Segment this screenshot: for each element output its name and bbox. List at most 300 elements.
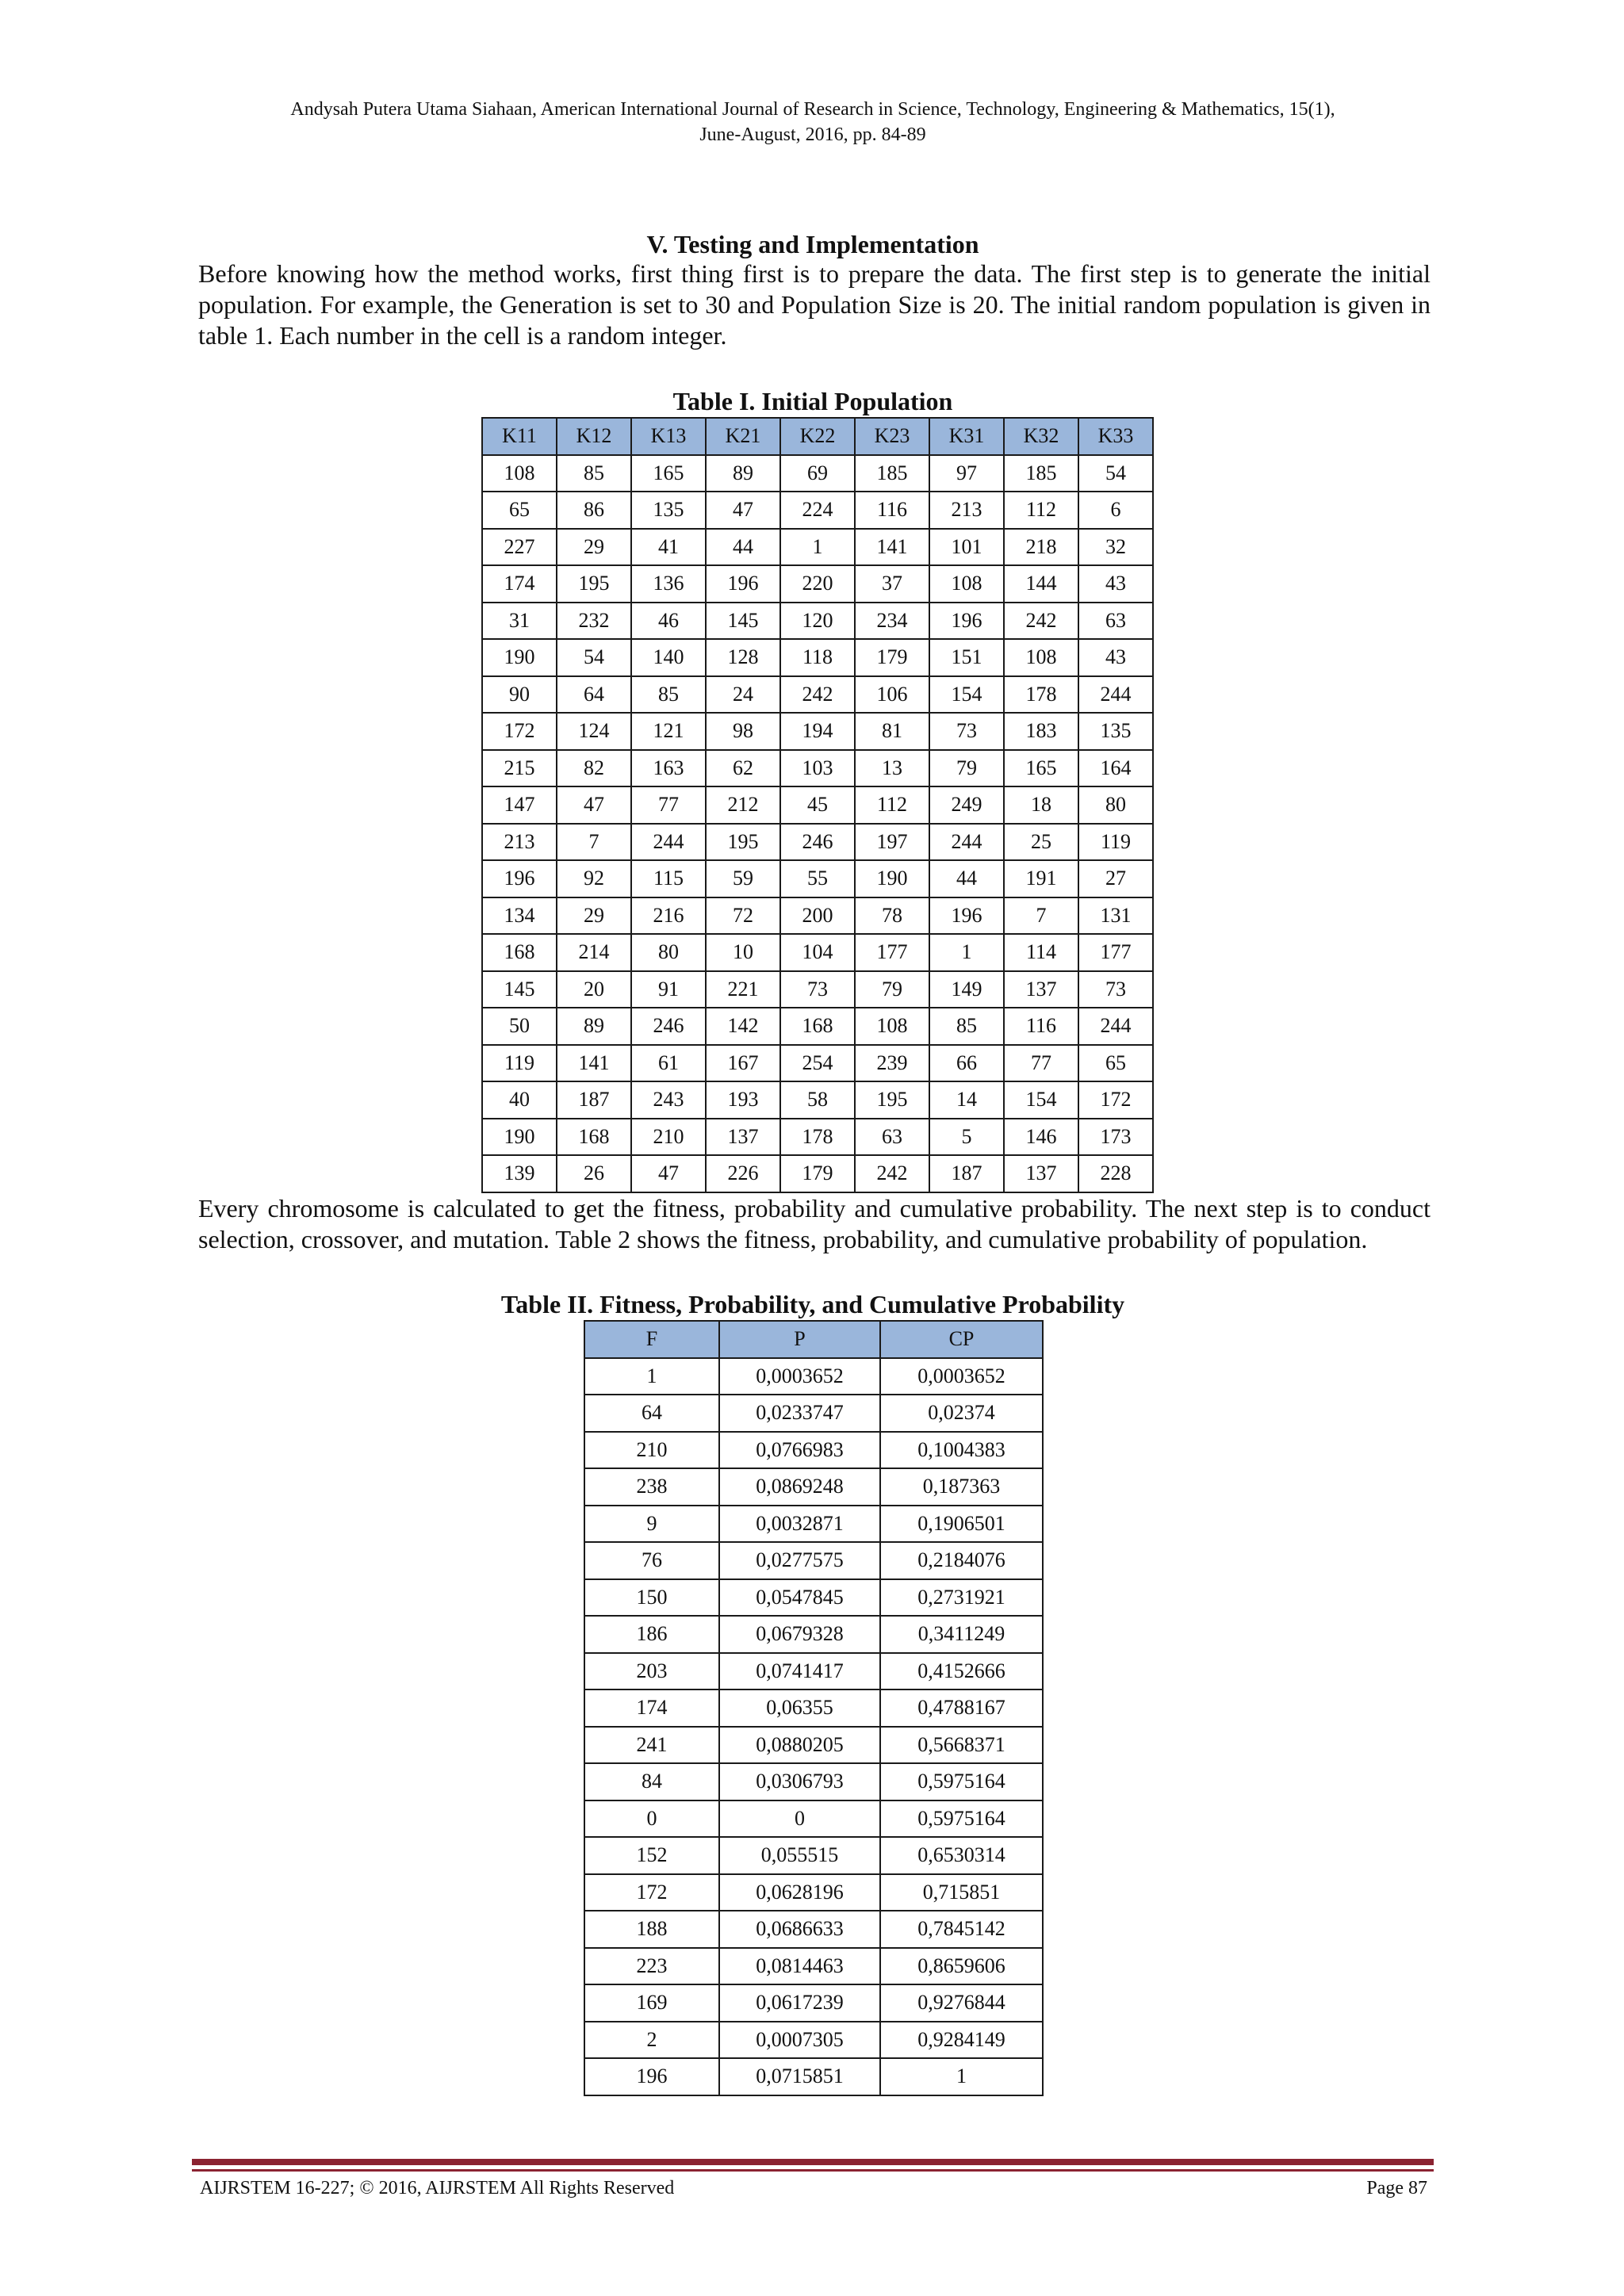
footer-rule-thin bbox=[192, 2169, 1434, 2172]
table-cell: 54 bbox=[1078, 455, 1153, 492]
paragraph-intro: Before knowing how the method works, first thing first is to prepare the data. The first step is to generate the initial population. For example, the Generation is set to 30 and Population Size is 20. The initial random population is given in table 1. Each number in the cell is a random integer. bbox=[198, 259, 1431, 350]
table-cell: 213 bbox=[482, 824, 557, 861]
table-cell: 168 bbox=[482, 934, 557, 971]
table-cell: 244 bbox=[1078, 1008, 1153, 1045]
table-cell: 18 bbox=[1004, 786, 1078, 824]
table-cell: 40 bbox=[482, 1081, 557, 1119]
table-cell: 54 bbox=[557, 639, 631, 676]
table-cell: 141 bbox=[557, 1045, 631, 1082]
table-cell: 115 bbox=[631, 860, 706, 897]
table-cell: 0,4788167 bbox=[880, 1689, 1043, 1727]
table-cell: 0,055515 bbox=[719, 1837, 880, 1874]
table-cell: 145 bbox=[706, 603, 780, 640]
table-row bbox=[482, 934, 1153, 971]
table-cell: 0,0880205 bbox=[719, 1727, 880, 1764]
table-cell: 194 bbox=[780, 713, 855, 750]
table-row bbox=[482, 897, 1153, 935]
table-cell: 186 bbox=[584, 1616, 719, 1653]
table-cell: 0 bbox=[584, 1800, 719, 1838]
table-cell: 0,4152666 bbox=[880, 1653, 1043, 1690]
table-cell: 224 bbox=[780, 492, 855, 529]
table-cell: 2 bbox=[584, 2022, 719, 2059]
table-cell: 85 bbox=[631, 676, 706, 714]
table-cell: 228 bbox=[1078, 1155, 1153, 1192]
table-row bbox=[584, 1653, 1043, 1690]
table-cell: 32 bbox=[1078, 529, 1153, 566]
table-cell: 0,0003652 bbox=[719, 1358, 880, 1395]
table-cell: 124 bbox=[557, 713, 631, 750]
table-cell: 47 bbox=[631, 1155, 706, 1192]
table-cell: 164 bbox=[1078, 750, 1153, 787]
table-cell: 178 bbox=[1004, 676, 1078, 714]
table-cell: 0,0306793 bbox=[719, 1763, 880, 1800]
table1-body bbox=[482, 455, 1153, 1192]
table-cell: 29 bbox=[557, 897, 631, 935]
table-cell: 200 bbox=[780, 897, 855, 935]
column-header: K21 bbox=[706, 418, 780, 455]
table-cell: 0,6530314 bbox=[880, 1837, 1043, 1874]
initial-population-table bbox=[481, 417, 1154, 1193]
table-cell: 190 bbox=[482, 1119, 557, 1156]
table-row bbox=[584, 1542, 1043, 1579]
footer-rule-thick bbox=[192, 2159, 1434, 2165]
table-cell: 47 bbox=[557, 786, 631, 824]
table-cell: 187 bbox=[557, 1081, 631, 1119]
table-cell: 7 bbox=[1004, 897, 1078, 935]
table-cell: 172 bbox=[1078, 1081, 1153, 1119]
table-cell: 108 bbox=[1004, 639, 1078, 676]
fitness-probability-table bbox=[584, 1320, 1044, 2096]
table-cell: 50 bbox=[482, 1008, 557, 1045]
table-cell: 152 bbox=[584, 1837, 719, 1874]
table-cell: 0,715851 bbox=[880, 1874, 1043, 1911]
table-cell: 0,0628196 bbox=[719, 1874, 880, 1911]
table-cell: 91 bbox=[631, 971, 706, 1008]
table-cell: 0,0686633 bbox=[719, 1911, 880, 1948]
table-row bbox=[482, 455, 1153, 492]
table-cell: 0,0233747 bbox=[719, 1395, 880, 1432]
table-cell: 220 bbox=[780, 565, 855, 603]
table-cell: 63 bbox=[855, 1119, 929, 1156]
table-cell: 116 bbox=[1004, 1008, 1078, 1045]
table-cell: 173 bbox=[1078, 1119, 1153, 1156]
column-header: K22 bbox=[780, 418, 855, 455]
table-cell: 120 bbox=[780, 603, 855, 640]
table-cell: 246 bbox=[631, 1008, 706, 1045]
table-cell: 134 bbox=[482, 897, 557, 935]
table-cell: 13 bbox=[855, 750, 929, 787]
table-cell: 149 bbox=[929, 971, 1004, 1008]
table-row bbox=[482, 786, 1153, 824]
table-cell: 0,5975164 bbox=[880, 1800, 1043, 1838]
table-cell: 116 bbox=[855, 492, 929, 529]
table-cell: 195 bbox=[557, 565, 631, 603]
table-cell: 121 bbox=[631, 713, 706, 750]
table-row bbox=[482, 824, 1153, 861]
table-cell: 119 bbox=[1078, 824, 1153, 861]
table-cell: 249 bbox=[929, 786, 1004, 824]
table-cell: 77 bbox=[631, 786, 706, 824]
running-header-line2: June-August, 2016, pp. 84-89 bbox=[699, 124, 926, 145]
table-cell: 154 bbox=[929, 676, 1004, 714]
table-cell: 163 bbox=[631, 750, 706, 787]
table-cell: 239 bbox=[855, 1045, 929, 1082]
table-cell: 168 bbox=[557, 1119, 631, 1156]
table-cell: 187 bbox=[929, 1155, 1004, 1192]
table-cell: 14 bbox=[929, 1081, 1004, 1119]
table-cell: 97 bbox=[929, 455, 1004, 492]
table-cell: 104 bbox=[780, 934, 855, 971]
table-cell: 9 bbox=[584, 1506, 719, 1543]
table-cell: 65 bbox=[482, 492, 557, 529]
table-cell: 24 bbox=[706, 676, 780, 714]
table-cell: 196 bbox=[482, 860, 557, 897]
table-cell: 58 bbox=[780, 1081, 855, 1119]
table-cell: 0,0003652 bbox=[880, 1358, 1043, 1395]
table-cell: 80 bbox=[1078, 786, 1153, 824]
table-row bbox=[584, 1984, 1043, 2022]
table-cell: 10 bbox=[706, 934, 780, 971]
column-header: K23 bbox=[855, 418, 929, 455]
table-cell: 128 bbox=[706, 639, 780, 676]
table-cell: 227 bbox=[482, 529, 557, 566]
table-row bbox=[482, 492, 1153, 529]
table-cell: 242 bbox=[780, 676, 855, 714]
table-cell: 167 bbox=[706, 1045, 780, 1082]
table-cell: 215 bbox=[482, 750, 557, 787]
table-cell: 0,2731921 bbox=[880, 1579, 1043, 1617]
table-cell: 0,1004383 bbox=[880, 1432, 1043, 1469]
table-row bbox=[482, 529, 1153, 566]
table-cell: 214 bbox=[557, 934, 631, 971]
table-cell: 0,9284149 bbox=[880, 2022, 1043, 2059]
table-cell: 196 bbox=[584, 2058, 719, 2095]
table-cell: 0,0617239 bbox=[719, 1984, 880, 2022]
table-cell: 73 bbox=[1078, 971, 1153, 1008]
table-cell: 141 bbox=[855, 529, 929, 566]
table-cell: 77 bbox=[1004, 1045, 1078, 1082]
table-cell: 142 bbox=[706, 1008, 780, 1045]
table-cell: 243 bbox=[631, 1081, 706, 1119]
table-cell: 0,5975164 bbox=[880, 1763, 1043, 1800]
table-cell: 6 bbox=[1078, 492, 1153, 529]
table-cell: 0,9276844 bbox=[880, 1984, 1043, 2022]
table-cell: 177 bbox=[855, 934, 929, 971]
table-row bbox=[482, 1155, 1153, 1192]
table2-header-row bbox=[584, 1321, 1043, 1358]
table-cell: 80 bbox=[631, 934, 706, 971]
table-cell: 85 bbox=[557, 455, 631, 492]
table-cell: 135 bbox=[631, 492, 706, 529]
table-cell: 0,0547845 bbox=[719, 1579, 880, 1617]
table-cell: 195 bbox=[706, 824, 780, 861]
table-cell: 210 bbox=[631, 1119, 706, 1156]
table-cell: 108 bbox=[482, 455, 557, 492]
table-row bbox=[482, 860, 1153, 897]
table-cell: 73 bbox=[780, 971, 855, 1008]
table-cell: 137 bbox=[706, 1119, 780, 1156]
table-cell: 150 bbox=[584, 1579, 719, 1617]
table-cell: 112 bbox=[1004, 492, 1078, 529]
table-cell: 0 bbox=[719, 1800, 880, 1838]
table-cell: 108 bbox=[929, 565, 1004, 603]
table-cell: 59 bbox=[706, 860, 780, 897]
table-row bbox=[482, 1008, 1153, 1045]
table-row bbox=[584, 1874, 1043, 1911]
table-cell: 63 bbox=[1078, 603, 1153, 640]
table-cell: 242 bbox=[1004, 603, 1078, 640]
table-cell: 64 bbox=[557, 676, 631, 714]
table-cell: 238 bbox=[584, 1468, 719, 1506]
table-cell: 212 bbox=[706, 786, 780, 824]
table-row bbox=[482, 750, 1153, 787]
table-cell: 20 bbox=[557, 971, 631, 1008]
table-cell: 78 bbox=[855, 897, 929, 935]
table-cell: 254 bbox=[780, 1045, 855, 1082]
table-cell: 0,0007305 bbox=[719, 2022, 880, 2059]
table-row bbox=[482, 1119, 1153, 1156]
table-row bbox=[584, 1800, 1043, 1838]
table-cell: 0,0715851 bbox=[719, 2058, 880, 2095]
table2-body bbox=[584, 1358, 1043, 2095]
table-cell: 131 bbox=[1078, 897, 1153, 935]
table-row bbox=[584, 1358, 1043, 1395]
table-row bbox=[584, 1689, 1043, 1727]
table-row bbox=[584, 2058, 1043, 2095]
table-cell: 144 bbox=[1004, 565, 1078, 603]
table-cell: 0,0277575 bbox=[719, 1542, 880, 1579]
table-cell: 196 bbox=[929, 603, 1004, 640]
table-cell: 76 bbox=[584, 1542, 719, 1579]
table-row bbox=[482, 639, 1153, 676]
table-cell: 0,5668371 bbox=[880, 1727, 1043, 1764]
table-cell: 25 bbox=[1004, 824, 1078, 861]
table-cell: 0,3411249 bbox=[880, 1616, 1043, 1653]
table-cell: 190 bbox=[482, 639, 557, 676]
table-cell: 185 bbox=[855, 455, 929, 492]
table-cell: 172 bbox=[584, 1874, 719, 1911]
table-cell: 137 bbox=[1004, 971, 1078, 1008]
table-cell: 145 bbox=[482, 971, 557, 1008]
table1-caption: Table I. Initial Population bbox=[672, 387, 953, 415]
column-header: CP bbox=[880, 1321, 1043, 1358]
table-cell: 0,0814463 bbox=[719, 1948, 880, 1985]
column-header: K11 bbox=[482, 418, 557, 455]
table-cell: 136 bbox=[631, 565, 706, 603]
table-cell: 174 bbox=[584, 1689, 719, 1727]
table-cell: 31 bbox=[482, 603, 557, 640]
column-header: K33 bbox=[1078, 418, 1153, 455]
table-cell: 84 bbox=[584, 1763, 719, 1800]
table-cell: 112 bbox=[855, 786, 929, 824]
table-cell: 151 bbox=[929, 639, 1004, 676]
table-cell: 174 bbox=[482, 565, 557, 603]
table-cell: 193 bbox=[706, 1081, 780, 1119]
table-cell: 0,0741417 bbox=[719, 1653, 880, 1690]
table-cell: 1 bbox=[780, 529, 855, 566]
table-cell: 73 bbox=[929, 713, 1004, 750]
table-row bbox=[482, 1081, 1153, 1119]
table-cell: 165 bbox=[631, 455, 706, 492]
table-cell: 46 bbox=[631, 603, 706, 640]
table-row bbox=[584, 1395, 1043, 1432]
table-cell: 154 bbox=[1004, 1081, 1078, 1119]
paragraph-fitness: Every chromosome is calculated to get the fitness, probability and cumulative probability. The next step is to conduct selection, crossover, and mutation. Table 2 shows the fitness, probability, and cumulative probability of population. bbox=[198, 1194, 1431, 1253]
table-cell: 179 bbox=[855, 639, 929, 676]
table-cell: 195 bbox=[855, 1081, 929, 1119]
table1-header-row bbox=[482, 418, 1153, 455]
table-cell: 1 bbox=[880, 2058, 1043, 2095]
table-cell: 7 bbox=[557, 824, 631, 861]
table-cell: 89 bbox=[557, 1008, 631, 1045]
table-cell: 216 bbox=[631, 897, 706, 935]
table-cell: 0,06355 bbox=[719, 1689, 880, 1727]
table-cell: 177 bbox=[1078, 934, 1153, 971]
table-cell: 232 bbox=[557, 603, 631, 640]
table-cell: 234 bbox=[855, 603, 929, 640]
table-cell: 0,02374 bbox=[880, 1395, 1043, 1432]
table-row bbox=[584, 1579, 1043, 1617]
table-cell: 147 bbox=[482, 786, 557, 824]
table-cell: 118 bbox=[780, 639, 855, 676]
table-cell: 65 bbox=[1078, 1045, 1153, 1082]
table-cell: 69 bbox=[780, 455, 855, 492]
table-cell: 0,0679328 bbox=[719, 1616, 880, 1653]
table-cell: 81 bbox=[855, 713, 929, 750]
table-cell: 37 bbox=[855, 565, 929, 603]
table-cell: 172 bbox=[482, 713, 557, 750]
table-cell: 178 bbox=[780, 1119, 855, 1156]
table-cell: 168 bbox=[780, 1008, 855, 1045]
table-cell: 196 bbox=[706, 565, 780, 603]
table-cell: 203 bbox=[584, 1653, 719, 1690]
table-cell: 92 bbox=[557, 860, 631, 897]
column-header: K32 bbox=[1004, 418, 1078, 455]
table-cell: 66 bbox=[929, 1045, 1004, 1082]
table-cell: 0,8659606 bbox=[880, 1948, 1043, 1985]
table-cell: 213 bbox=[929, 492, 1004, 529]
table-cell: 244 bbox=[929, 824, 1004, 861]
table-cell: 26 bbox=[557, 1155, 631, 1192]
table-cell: 62 bbox=[706, 750, 780, 787]
table-cell: 1 bbox=[929, 934, 1004, 971]
table-cell: 5 bbox=[929, 1119, 1004, 1156]
table-row bbox=[584, 1727, 1043, 1764]
table-cell: 188 bbox=[584, 1911, 719, 1948]
table-cell: 27 bbox=[1078, 860, 1153, 897]
table-row bbox=[584, 1911, 1043, 1948]
table-cell: 0,1906501 bbox=[880, 1506, 1043, 1543]
table-cell: 244 bbox=[631, 824, 706, 861]
table-cell: 101 bbox=[929, 529, 1004, 566]
table-cell: 44 bbox=[929, 860, 1004, 897]
table-cell: 190 bbox=[855, 860, 929, 897]
table-cell: 43 bbox=[1078, 639, 1153, 676]
table2-caption: Table II. Fitness, Probability, and Cumulative Probability bbox=[500, 1290, 1125, 1318]
table-cell: 226 bbox=[706, 1155, 780, 1192]
table-cell: 29 bbox=[557, 529, 631, 566]
table-row bbox=[482, 603, 1153, 640]
table-cell: 139 bbox=[482, 1155, 557, 1192]
table-cell: 114 bbox=[1004, 934, 1078, 971]
table-row bbox=[584, 1468, 1043, 1506]
table-cell: 79 bbox=[855, 971, 929, 1008]
table-cell: 98 bbox=[706, 713, 780, 750]
column-header: F bbox=[584, 1321, 719, 1358]
table-cell: 140 bbox=[631, 639, 706, 676]
table-row bbox=[482, 971, 1153, 1008]
table-cell: 1 bbox=[584, 1358, 719, 1395]
table-cell: 244 bbox=[1078, 676, 1153, 714]
table-cell: 103 bbox=[780, 750, 855, 787]
table-row bbox=[482, 565, 1153, 603]
table-cell: 179 bbox=[780, 1155, 855, 1192]
table-cell: 241 bbox=[584, 1727, 719, 1764]
table-cell: 191 bbox=[1004, 860, 1078, 897]
table-cell: 82 bbox=[557, 750, 631, 787]
table-cell: 246 bbox=[780, 824, 855, 861]
table-cell: 43 bbox=[1078, 565, 1153, 603]
table-row bbox=[584, 1763, 1043, 1800]
table-cell: 169 bbox=[584, 1984, 719, 2022]
column-header: K13 bbox=[631, 418, 706, 455]
table-cell: 137 bbox=[1004, 1155, 1078, 1192]
table-cell: 0,2184076 bbox=[880, 1542, 1043, 1579]
column-header: K31 bbox=[929, 418, 1004, 455]
table-cell: 242 bbox=[855, 1155, 929, 1192]
running-header-line1: Andysah Putera Utama Siahaan, American International Journal of Research in Science, Technology, Engineering & Mathematics, 15(1), bbox=[290, 99, 1335, 120]
table-cell: 165 bbox=[1004, 750, 1078, 787]
table-row bbox=[584, 1837, 1043, 1874]
table-cell: 45 bbox=[780, 786, 855, 824]
table-row bbox=[482, 1045, 1153, 1082]
table-cell: 41 bbox=[631, 529, 706, 566]
table-cell: 183 bbox=[1004, 713, 1078, 750]
table-cell: 85 bbox=[929, 1008, 1004, 1045]
table-row bbox=[584, 1948, 1043, 1985]
table-cell: 0,7845142 bbox=[880, 1911, 1043, 1948]
table-cell: 223 bbox=[584, 1948, 719, 1985]
column-header: K12 bbox=[557, 418, 631, 455]
table-cell: 55 bbox=[780, 860, 855, 897]
table-cell: 106 bbox=[855, 676, 929, 714]
footer-copyright: AIJRSTEM 16-227; © 2016, AIJRSTEM All Rights Reserved bbox=[200, 2178, 675, 2198]
table-cell: 210 bbox=[584, 1432, 719, 1469]
table-cell: 72 bbox=[706, 897, 780, 935]
footer-page-number: Page 87 bbox=[1366, 2178, 1427, 2198]
table-cell: 196 bbox=[929, 897, 1004, 935]
running-header bbox=[198, 97, 1427, 147]
table-cell: 89 bbox=[706, 455, 780, 492]
table-cell: 146 bbox=[1004, 1119, 1078, 1156]
table-cell: 79 bbox=[929, 750, 1004, 787]
table-cell: 221 bbox=[706, 971, 780, 1008]
table-cell: 47 bbox=[706, 492, 780, 529]
table-cell: 135 bbox=[1078, 713, 1153, 750]
table-cell: 218 bbox=[1004, 529, 1078, 566]
section-heading: V. Testing and Implementation bbox=[646, 230, 979, 258]
table-row bbox=[482, 676, 1153, 714]
table-cell: 119 bbox=[482, 1045, 557, 1082]
table-cell: 64 bbox=[584, 1395, 719, 1432]
table-cell: 0,187363 bbox=[880, 1468, 1043, 1506]
table-row bbox=[584, 1616, 1043, 1653]
table-cell: 86 bbox=[557, 492, 631, 529]
table-row bbox=[482, 713, 1153, 750]
table-row bbox=[584, 1432, 1043, 1469]
table-cell: 0,0766983 bbox=[719, 1432, 880, 1469]
table-cell: 90 bbox=[482, 676, 557, 714]
